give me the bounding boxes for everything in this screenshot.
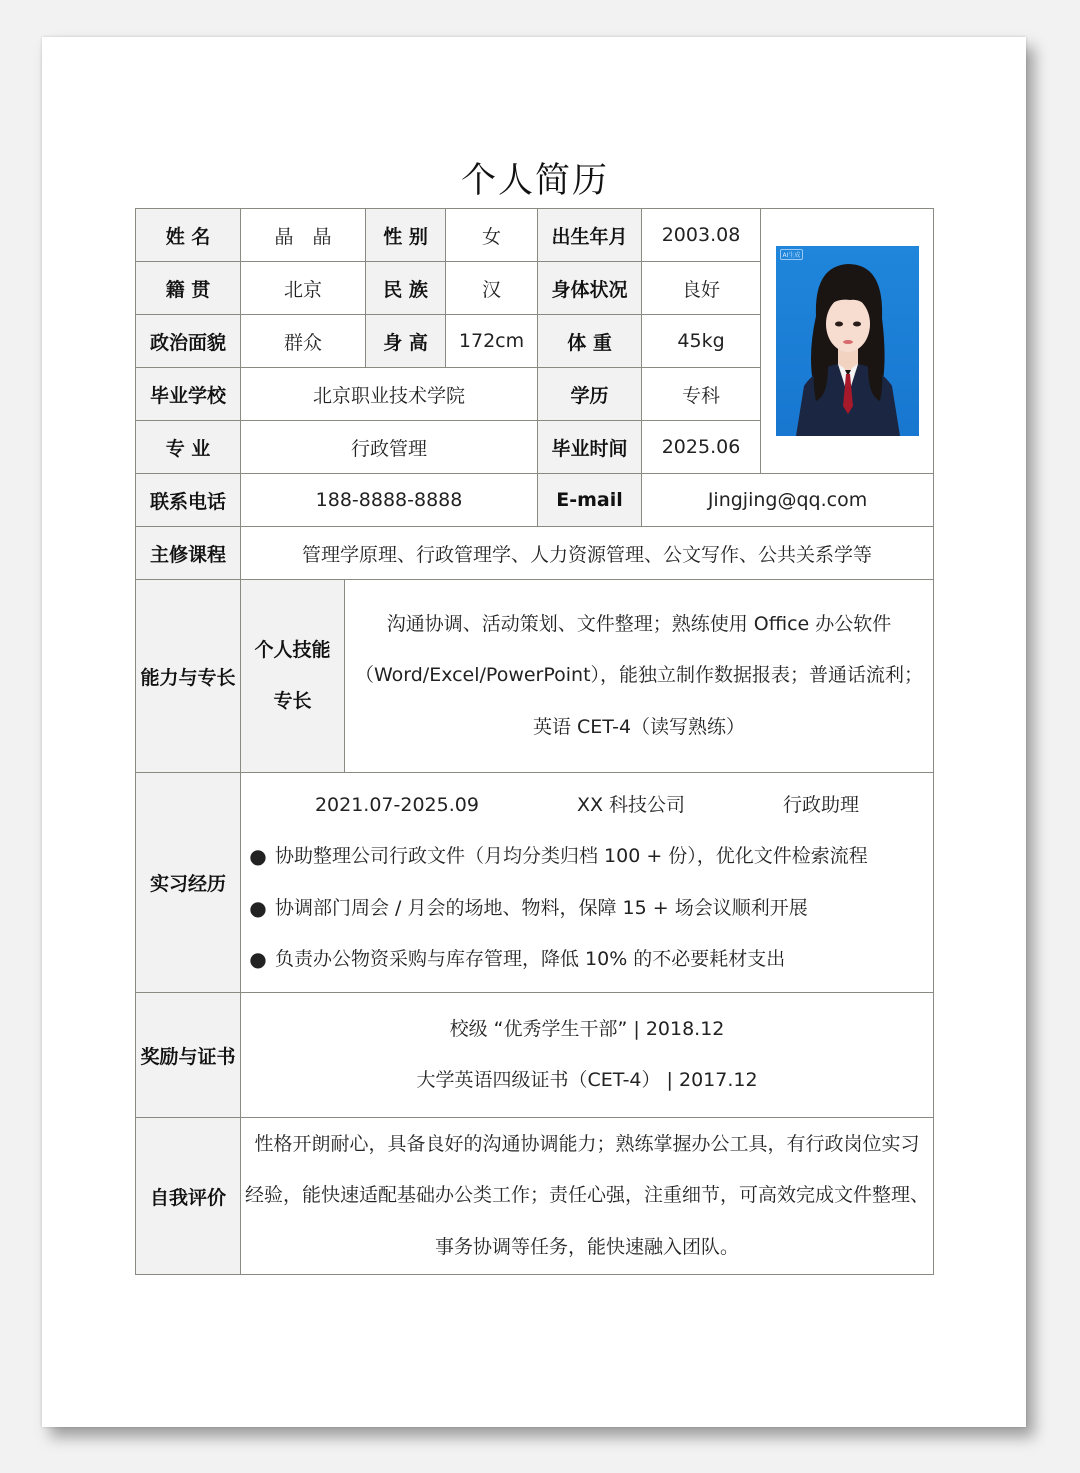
self-eval-line: 经验，能快速适配基础办公类工作；责任心强，注重细节，可高效完成文件整理、 (245, 1184, 930, 1207)
political-label: 政治面貌 (136, 315, 241, 368)
major-label: 专 业 (136, 421, 241, 474)
row-skills (136, 580, 934, 773)
award-item: 校级 “优秀学生干部” | 2018.12 (449, 1017, 725, 1040)
grad-value: 2025.06 (642, 421, 761, 474)
health-label: 身体状况 (538, 262, 642, 315)
internship-bullet (241, 831, 933, 883)
gender-label: 性 别 (366, 209, 446, 262)
height-value: 172cm (446, 315, 538, 368)
bullet-text: 协助整理公司行政文件（月均分类归档 100 + 份），优化文件检索流程 (275, 845, 868, 867)
ethnic-label: 民 族 (366, 262, 446, 315)
bullet-dot: ● (249, 844, 267, 868)
page-title: 个人简历 (460, 161, 609, 201)
phone-value: 188-8888-8888 (241, 474, 538, 527)
native-value: 北京 (241, 262, 366, 315)
bullet-text: 负责办公物资采购与库存管理，降低 10% 的不必要耗材支出 (275, 948, 786, 970)
self-eval-line: 性格开朗耐心，具备良好的沟通协调能力；熟练掌握办公工具，有行政岗位实习 (254, 1132, 920, 1155)
row-name (136, 209, 934, 262)
internship-period: 2021.07-2025.09 (314, 793, 479, 816)
name-label: 姓 名 (136, 209, 241, 262)
internship-company: XX 科技公司 (576, 793, 686, 816)
skills-content (345, 580, 934, 773)
birth-label: 出生年月 (538, 209, 642, 262)
major-value: 行政管理 (241, 421, 538, 474)
resume-table (135, 208, 934, 1275)
row-internship (136, 773, 934, 993)
weight-value: 45kg (642, 315, 761, 368)
internship-bullet (241, 934, 933, 986)
internship-header (241, 780, 933, 832)
skills-sub-label (241, 580, 345, 773)
school-value: 北京职业技术学院 (241, 368, 538, 421)
skills-label: 能力与专长 (136, 580, 241, 773)
awards-content (241, 993, 934, 1118)
height-label: 身 高 (366, 315, 446, 368)
political-value: 群众 (241, 315, 366, 368)
native-label: 籍 贯 (136, 262, 241, 315)
internship-content (241, 773, 934, 993)
gender-value: 女 (446, 209, 538, 262)
courses-label: 主修课程 (136, 527, 241, 580)
internship-label: 实习经历 (136, 773, 241, 993)
skills-sub-label-1: 个人技能 (254, 639, 331, 661)
row-courses (136, 527, 934, 580)
phone-label: 联系电话 (136, 474, 241, 527)
ai-generated-tag: AI生成 (780, 249, 804, 260)
bullet-dot: ● (249, 895, 267, 920)
photo-cell (761, 209, 934, 474)
weight-label: 体 重 (538, 315, 642, 368)
awards-label: 奖励与证书 (136, 993, 241, 1118)
row-contact (136, 474, 934, 527)
internship-role: 行政助理 (783, 793, 860, 816)
row-awards (136, 993, 934, 1118)
skills-line: 英语 CET-4（读写熟练） (532, 715, 746, 738)
award-item: 大学英语四级证书（CET-4） | 2017.12 (416, 1069, 758, 1091)
grad-label: 毕业时间 (538, 421, 642, 474)
self-eval-line: 事务协调等任务，能快速融入团队。 (435, 1235, 740, 1258)
profile-photo (776, 246, 919, 436)
degree-label: 学历 (538, 368, 642, 421)
internship-bullet (241, 883, 933, 935)
skills-sub-label-2: 专长 (273, 690, 312, 712)
row-self-eval (136, 1118, 934, 1275)
skills-line: （Word/Excel/PowerPoint），能独立制作数据报表；普通话流利； (354, 664, 924, 687)
birth-value: 2003.08 (642, 209, 761, 262)
self-eval-content (241, 1118, 934, 1275)
bullet-text: 协调部门周会 / 月会的场地、物料，保障 15 + 场会议顺利开展 (275, 896, 808, 919)
school-label: 毕业学校 (136, 368, 241, 421)
name-value: 晶 晶 (241, 209, 366, 262)
email-label: E-mail (538, 474, 642, 527)
skills-line: 沟通协调、活动策划、文件整理；熟练使用 Office 办公软件 (386, 612, 892, 635)
bullet-dot: ● (249, 947, 267, 971)
self-eval-label: 自我评价 (136, 1118, 241, 1275)
portrait-illustration (776, 246, 919, 436)
email-value: Jingjing@qq.com (642, 474, 934, 527)
ethnic-value: 汉 (446, 262, 538, 315)
health-value: 良好 (642, 262, 761, 315)
courses-value: 管理学原理、行政管理学、人力资源管理、公文写作、公共关系学等 (241, 527, 934, 580)
degree-value: 专科 (642, 368, 761, 421)
